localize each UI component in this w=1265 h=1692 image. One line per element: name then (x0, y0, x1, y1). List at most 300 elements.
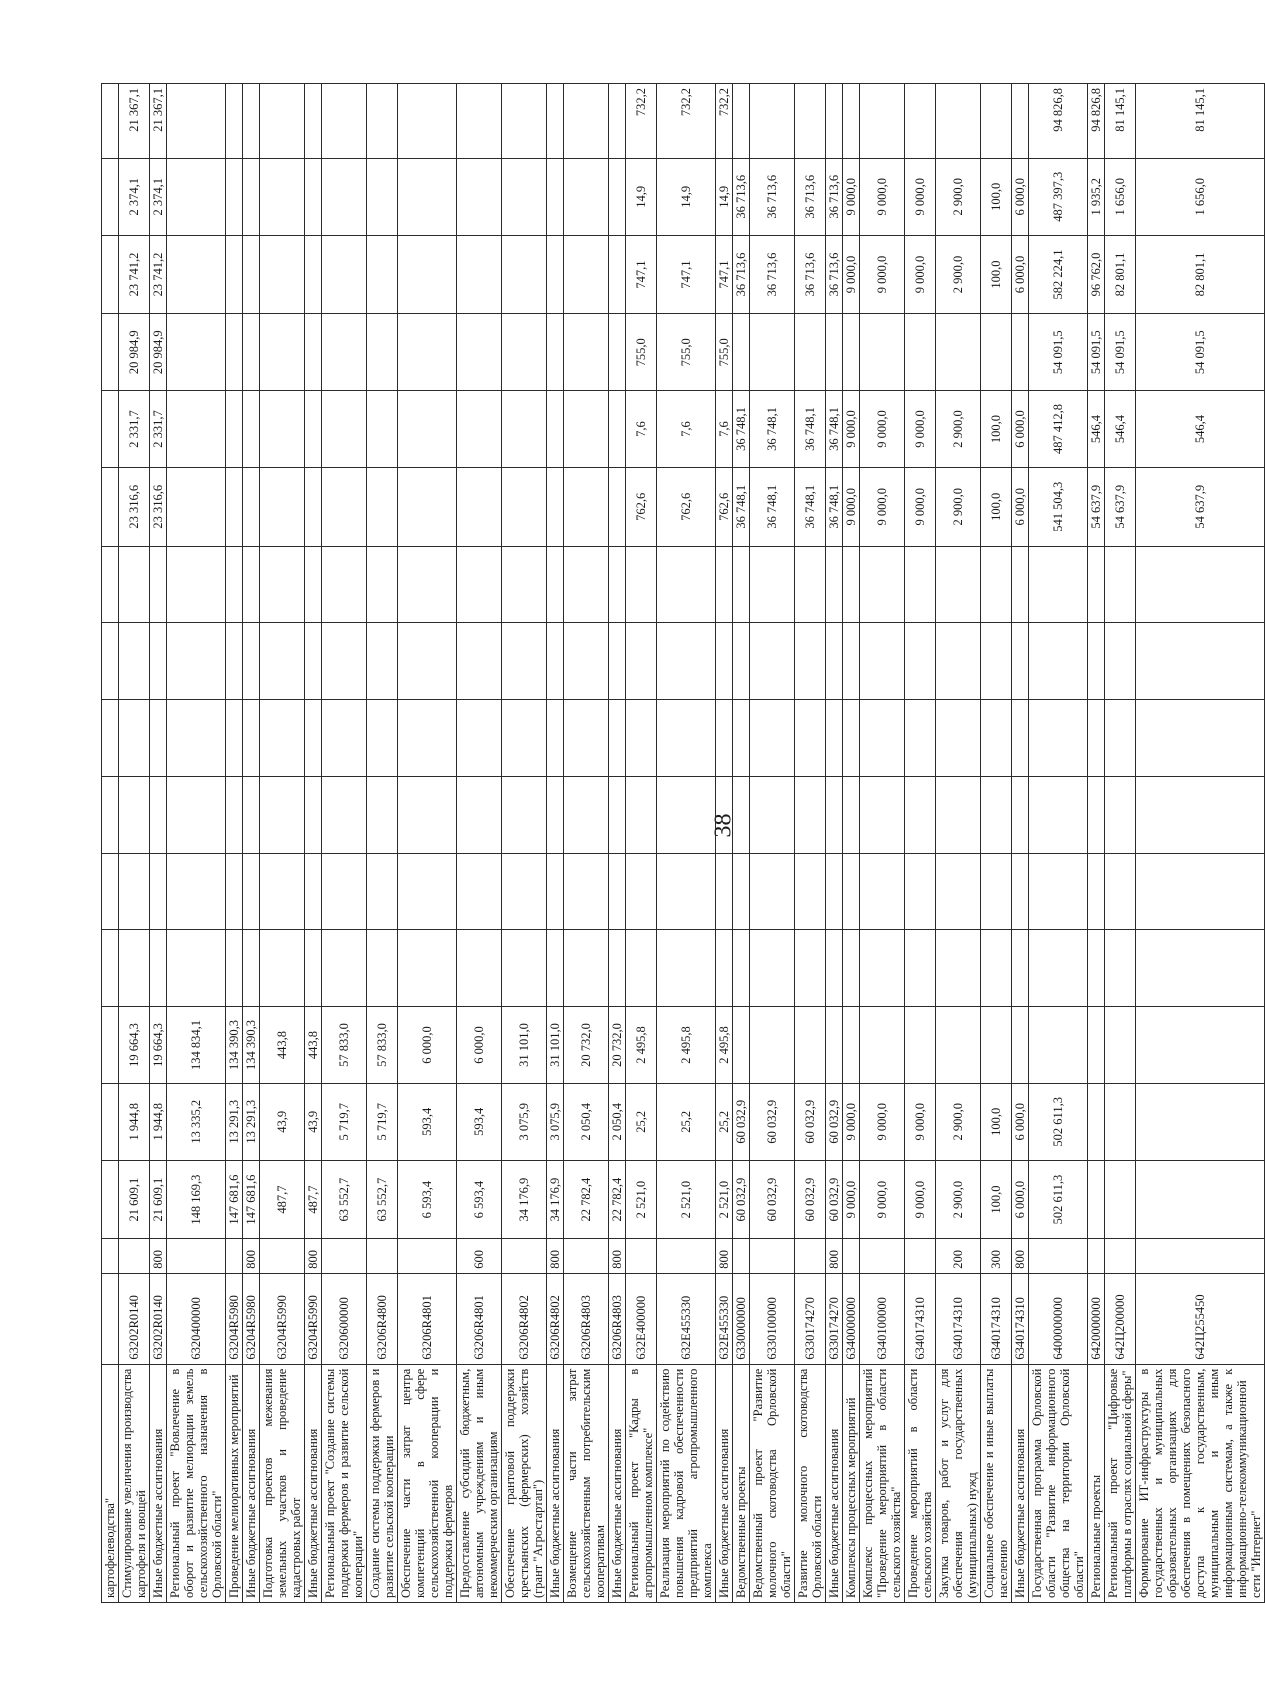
amount-cell (609, 700, 626, 777)
amount-cell: 36 713,6 (733, 158, 750, 235)
amount-cell (226, 314, 243, 391)
expense-type-cell (322, 1239, 367, 1273)
amount-cell (905, 776, 936, 853)
row-name-cell: Развитие молочного скотоводства Орловской области (795, 1364, 826, 1602)
amount-cell (860, 84, 905, 159)
amount-cell (750, 930, 795, 1007)
amount-cell (243, 235, 260, 314)
amount-cell (733, 853, 750, 930)
amount-cell: 34 176,9 (502, 1160, 547, 1239)
amount-cell: 54 091,5 (1105, 314, 1136, 391)
amount-cell: 2 495,8 (626, 1007, 657, 1084)
target-code-cell: 63206R4801 (457, 1273, 502, 1364)
amount-cell: 14,9 (716, 158, 733, 235)
amount-cell: 23 741,2 (119, 235, 150, 314)
amount-cell (260, 776, 305, 853)
amount-cell (1088, 853, 1105, 930)
amount-cell (243, 776, 260, 853)
amount-cell: 57 833,0 (322, 1007, 367, 1084)
amount-cell (1088, 623, 1105, 700)
row-name-cell: Региональный проект "Вовлечение в оборот и развитие мелиорации земель сельскохозяйственного назначения в Орловской области" (167, 1364, 226, 1602)
amount-cell (564, 467, 609, 546)
amount-cell (119, 623, 150, 700)
amount-cell (1012, 930, 1029, 1007)
amount-cell (367, 623, 398, 700)
amount-cell (905, 1007, 936, 1084)
amount-cell (119, 776, 150, 853)
amount-cell: 2 495,8 (716, 1007, 733, 1084)
amount-cell (795, 546, 826, 623)
table-row (243, 84, 260, 1603)
expense-type-cell: 200 (936, 1239, 981, 1273)
amount-cell: 34 176,9 (547, 1160, 564, 1239)
amount-cell: 20 732,0 (609, 1007, 626, 1084)
expense-type-cell (398, 1239, 457, 1273)
amount-cell: 25,2 (716, 1083, 733, 1160)
amount-cell (981, 623, 1012, 700)
amount-cell (226, 235, 243, 314)
amount-cell (305, 930, 322, 1007)
amount-cell: 60 032,9 (750, 1083, 795, 1160)
amount-cell (1136, 623, 1265, 700)
amount-cell: 2 521,0 (626, 1160, 657, 1239)
table-row (1136, 84, 1265, 1603)
table-row (1029, 84, 1088, 1603)
table-row (716, 84, 733, 1603)
amount-cell: 21 609,1 (119, 1160, 150, 1239)
amount-cell: 9 000,0 (843, 467, 860, 546)
amount-cell: 6 000,0 (1012, 1083, 1029, 1160)
amount-cell (243, 467, 260, 546)
amount-cell (860, 314, 905, 391)
amount-cell (226, 700, 243, 777)
amount-cell (167, 235, 226, 314)
amount-cell: 443,8 (260, 1007, 305, 1084)
amount-cell (502, 84, 547, 159)
row-name-cell: Проведение мероприятий в области сельского хозяйства (905, 1364, 936, 1602)
amount-cell: 6 000,0 (1012, 235, 1029, 314)
table-row (1105, 84, 1136, 1603)
expense-type-cell: 800 (716, 1239, 733, 1273)
expense-type-cell (860, 1239, 905, 1273)
target-code-cell: 63206R4802 (502, 1273, 547, 1364)
amount-cell (609, 467, 626, 546)
amount-cell (1136, 700, 1265, 777)
amount-cell: 134 834,1 (167, 1007, 226, 1084)
amount-cell (1029, 623, 1088, 700)
expense-type-cell (1136, 1239, 1265, 1273)
amount-cell: 9 000,0 (843, 1083, 860, 1160)
amount-cell: 755,0 (657, 314, 716, 391)
amount-cell: 9 000,0 (860, 158, 905, 235)
amount-cell (981, 1007, 1012, 1084)
amount-cell: 732,2 (716, 84, 733, 159)
amount-cell (305, 84, 322, 159)
amount-cell: 502 611,3 (1029, 1160, 1088, 1239)
target-code-cell: 632E455330 (716, 1273, 733, 1364)
amount-cell (905, 623, 936, 700)
amount-cell: 54 091,5 (1029, 314, 1088, 391)
amount-cell: 2 374,1 (119, 158, 150, 235)
amount-cell (750, 776, 795, 853)
amount-cell (547, 623, 564, 700)
expense-type-cell (226, 1239, 243, 1273)
amount-cell (981, 853, 1012, 930)
amount-cell (260, 623, 305, 700)
amount-cell (367, 930, 398, 1007)
amount-cell: 31 101,0 (547, 1007, 564, 1084)
amount-cell (564, 235, 609, 314)
amount-cell (167, 623, 226, 700)
amount-cell (843, 930, 860, 1007)
amount-cell: 2 521,0 (657, 1160, 716, 1239)
table-row (367, 84, 398, 1603)
table-body (102, 84, 1265, 1603)
target-code-cell: 63204R5990 (305, 1273, 322, 1364)
amount-cell (167, 776, 226, 853)
table-row (795, 84, 826, 1603)
amount-cell: 1 656,0 (1136, 158, 1265, 235)
amount-cell (1029, 776, 1088, 853)
amount-cell (367, 158, 398, 235)
amount-cell: 19 664,3 (119, 1007, 150, 1084)
amount-cell (305, 546, 322, 623)
table-row (905, 84, 936, 1603)
amount-cell (102, 930, 119, 1007)
amount-cell (657, 776, 716, 853)
amount-cell (843, 623, 860, 700)
amount-cell: 36 713,6 (826, 235, 843, 314)
table-row (102, 84, 119, 1603)
amount-cell: 36 713,6 (795, 235, 826, 314)
amount-cell: 100,0 (981, 467, 1012, 546)
amount-cell (626, 853, 657, 930)
expense-type-cell (733, 1239, 750, 1273)
amount-cell: 487,7 (305, 1160, 322, 1239)
expense-type-cell (1105, 1239, 1136, 1273)
amount-cell (905, 314, 936, 391)
amount-cell: 36 748,1 (733, 467, 750, 546)
amount-cell (936, 700, 981, 777)
amount-cell (609, 930, 626, 1007)
amount-cell (150, 700, 167, 777)
amount-cell (626, 623, 657, 700)
amount-cell (102, 546, 119, 623)
amount-cell (167, 853, 226, 930)
amount-cell: 747,1 (716, 235, 733, 314)
expense-type-cell (367, 1239, 398, 1273)
amount-cell (733, 1007, 750, 1084)
expense-type-cell: 300 (981, 1239, 1012, 1273)
amount-cell: 546,4 (1136, 391, 1265, 468)
amount-cell: 1 935,2 (1088, 158, 1105, 235)
amount-cell: 96 762,0 (1088, 235, 1105, 314)
amount-cell (119, 700, 150, 777)
amount-cell (167, 930, 226, 1007)
amount-cell (564, 853, 609, 930)
amount-cell: 1 944,8 (119, 1083, 150, 1160)
expense-type-cell: 800 (243, 1239, 260, 1273)
table-row (609, 84, 626, 1603)
amount-cell (457, 391, 502, 468)
target-code-cell: 6330174270 (795, 1273, 826, 1364)
amount-cell (226, 546, 243, 623)
amount-cell (716, 930, 733, 1007)
amount-cell (322, 853, 367, 930)
amount-cell (502, 546, 547, 623)
row-name-cell: Иные бюджетные ассигнования (547, 1364, 564, 1602)
amount-cell: 732,2 (657, 84, 716, 159)
amount-cell (547, 776, 564, 853)
amount-cell (1029, 700, 1088, 777)
amount-cell (305, 391, 322, 468)
row-name-cell: Реализация мероприятий по содействию повышения кадровой обеспеченности предприятий агропромышленного комплекса (657, 1364, 716, 1602)
row-name-cell: Государственная программа Орловской области "Развитие информационного общества на территории Орловской области" (1029, 1364, 1088, 1602)
amount-cell (102, 853, 119, 930)
amount-cell: 9 000,0 (843, 235, 860, 314)
amount-cell (1136, 546, 1265, 623)
amount-cell: 7,6 (657, 391, 716, 468)
amount-cell: 20 984,9 (119, 314, 150, 391)
amount-cell (843, 776, 860, 853)
amount-cell (243, 546, 260, 623)
amount-cell (102, 700, 119, 777)
amount-cell: 94 826,8 (1088, 84, 1105, 159)
amount-cell: 31 101,0 (502, 1007, 547, 1084)
row-name-cell: Иные бюджетные ассигнования (243, 1364, 260, 1602)
amount-cell (243, 314, 260, 391)
amount-cell (167, 314, 226, 391)
amount-cell (1029, 546, 1088, 623)
amount-cell (657, 546, 716, 623)
table-row (733, 84, 750, 1603)
amount-cell (657, 623, 716, 700)
target-code-cell: 6320400000 (167, 1273, 226, 1364)
amount-cell: 9 000,0 (860, 235, 905, 314)
table-row (843, 84, 860, 1603)
amount-cell (981, 84, 1012, 159)
amount-cell: 9 000,0 (905, 158, 936, 235)
target-code-cell: 6340174310 (981, 1273, 1012, 1364)
amount-cell (119, 930, 150, 1007)
amount-cell (1012, 776, 1029, 853)
amount-cell: 147 681,6 (243, 1160, 260, 1239)
amount-cell (657, 853, 716, 930)
amount-cell (305, 776, 322, 853)
amount-cell (1136, 1083, 1265, 1160)
amount-cell (657, 700, 716, 777)
amount-cell (226, 84, 243, 159)
amount-cell (260, 546, 305, 623)
amount-cell (1136, 853, 1265, 930)
amount-cell: 134 390,3 (243, 1007, 260, 1084)
amount-cell (1105, 853, 1136, 930)
expense-type-cell: 800 (609, 1239, 626, 1273)
amount-cell (750, 1007, 795, 1084)
amount-cell (502, 776, 547, 853)
amount-cell (826, 84, 843, 159)
target-code-cell: 632E455330 (657, 1273, 716, 1364)
amount-cell (609, 84, 626, 159)
amount-cell (1012, 546, 1029, 623)
amount-cell: 9 000,0 (905, 1160, 936, 1239)
amount-cell: 2 900,0 (936, 1160, 981, 1239)
amount-cell: 60 032,9 (826, 1083, 843, 1160)
amount-cell (1136, 776, 1265, 853)
amount-cell (733, 314, 750, 391)
amount-cell (457, 235, 502, 314)
amount-cell (1136, 1007, 1265, 1084)
amount-cell (102, 1007, 119, 1084)
expense-type-cell: 800 (305, 1239, 322, 1273)
row-name-cell: Создание системы поддержки фермеров и развитие сельской кооперации (367, 1364, 398, 1602)
amount-cell (826, 700, 843, 777)
amount-cell: 2 050,4 (609, 1083, 626, 1160)
amount-cell (1105, 1160, 1136, 1239)
amount-cell (260, 158, 305, 235)
amount-cell: 502 611,3 (1029, 1083, 1088, 1160)
amount-cell (1088, 1083, 1105, 1160)
row-name-cell: Проведение мелиоративных мероприятий (226, 1364, 243, 1602)
amount-cell: 36 748,1 (750, 467, 795, 546)
amount-cell (733, 623, 750, 700)
target-code-cell: 6340100000 (860, 1273, 905, 1364)
expense-type-cell (1029, 1239, 1088, 1273)
expense-type-cell (502, 1239, 547, 1273)
amount-cell (243, 930, 260, 1007)
amount-cell (936, 1007, 981, 1084)
amount-cell (243, 84, 260, 159)
amount-cell: 3 075,9 (547, 1083, 564, 1160)
amount-cell (367, 314, 398, 391)
amount-cell (843, 84, 860, 159)
row-name-cell: Закупка товаров, работ и услуг для обеспечения государственных (муниципальных) нужд (936, 1364, 981, 1602)
amount-cell: 63 552,7 (322, 1160, 367, 1239)
amount-cell (243, 158, 260, 235)
amount-cell (547, 546, 564, 623)
amount-cell (1088, 776, 1105, 853)
amount-cell (547, 314, 564, 391)
amount-cell (716, 776, 733, 853)
amount-cell: 100,0 (981, 158, 1012, 235)
amount-cell (860, 1007, 905, 1084)
amount-cell (150, 930, 167, 1007)
amount-cell: 2 521,0 (716, 1160, 733, 1239)
expense-type-cell: 800 (1012, 1239, 1029, 1273)
amount-cell (398, 467, 457, 546)
amount-cell: 747,1 (657, 235, 716, 314)
amount-cell (860, 930, 905, 1007)
amount-cell (1105, 700, 1136, 777)
amount-cell: 54 091,5 (1088, 314, 1105, 391)
target-code-cell: 63202R0140 (150, 1273, 167, 1364)
amount-cell (167, 467, 226, 546)
amount-cell: 1 656,0 (1105, 158, 1136, 235)
amount-cell (981, 776, 1012, 853)
amount-cell: 2 495,8 (657, 1007, 716, 1084)
amount-cell (305, 314, 322, 391)
amount-cell (322, 546, 367, 623)
amount-cell (398, 84, 457, 159)
amount-cell (733, 546, 750, 623)
amount-cell (398, 391, 457, 468)
amount-cell (843, 1007, 860, 1084)
amount-cell (750, 314, 795, 391)
amount-cell (795, 623, 826, 700)
amount-cell (750, 623, 795, 700)
amount-cell (733, 84, 750, 159)
amount-cell: 5 719,7 (367, 1083, 398, 1160)
amount-cell: 14,9 (626, 158, 657, 235)
row-name-cell: Стимулирование увеличения производства картофеля и овощей (119, 1364, 150, 1602)
amount-cell (398, 158, 457, 235)
amount-cell (502, 235, 547, 314)
amount-cell (750, 853, 795, 930)
amount-cell (167, 391, 226, 468)
amount-cell (936, 853, 981, 930)
amount-cell: 54 637,9 (1105, 467, 1136, 546)
amount-cell (502, 314, 547, 391)
target-code-cell: 63204R5990 (260, 1273, 305, 1364)
amount-cell (843, 546, 860, 623)
amount-cell (502, 930, 547, 1007)
amount-cell (564, 930, 609, 1007)
amount-cell: 9 000,0 (860, 391, 905, 468)
amount-cell: 25,2 (657, 1083, 716, 1160)
amount-cell: 21 367,1 (119, 84, 150, 159)
amount-cell (457, 84, 502, 159)
amount-cell: 6 593,4 (398, 1160, 457, 1239)
amount-cell: 22 782,4 (564, 1160, 609, 1239)
table-row (502, 84, 547, 1603)
row-name-cell: Ведомственный проект "Развитие молочного скотоводства Орловской области" (750, 1364, 795, 1602)
target-code-cell: 6400000000 (1029, 1273, 1088, 1364)
amount-cell: 19 664,3 (150, 1007, 167, 1084)
amount-cell (795, 930, 826, 1007)
amount-cell (1029, 1007, 1088, 1084)
amount-cell (322, 84, 367, 159)
table-row (1012, 84, 1029, 1603)
amount-cell (502, 700, 547, 777)
amount-cell (860, 776, 905, 853)
amount-cell: 747,1 (626, 235, 657, 314)
amount-cell: 23 741,2 (150, 235, 167, 314)
amount-cell (119, 546, 150, 623)
table-row (564, 84, 609, 1603)
amount-cell (322, 930, 367, 1007)
amount-cell (657, 930, 716, 1007)
budget-table (101, 83, 1265, 1603)
amount-cell (167, 158, 226, 235)
amount-cell (226, 853, 243, 930)
amount-cell (981, 314, 1012, 391)
target-code-cell: 63202R0140 (119, 1273, 150, 1364)
page-number: 38 (710, 813, 737, 838)
target-code-cell: 6320600000 (322, 1273, 367, 1364)
amount-cell (1088, 546, 1105, 623)
expense-type-cell (167, 1239, 226, 1273)
amount-cell: 36 713,6 (795, 158, 826, 235)
amount-cell: 82 801,1 (1105, 235, 1136, 314)
amount-cell (502, 467, 547, 546)
amount-cell (102, 623, 119, 700)
amount-cell (102, 776, 119, 853)
target-code-cell (102, 1273, 119, 1364)
amount-cell: 54 637,9 (1136, 467, 1265, 546)
expense-type-cell: 800 (547, 1239, 564, 1273)
table-row (826, 84, 843, 1603)
expense-type-cell (564, 1239, 609, 1273)
